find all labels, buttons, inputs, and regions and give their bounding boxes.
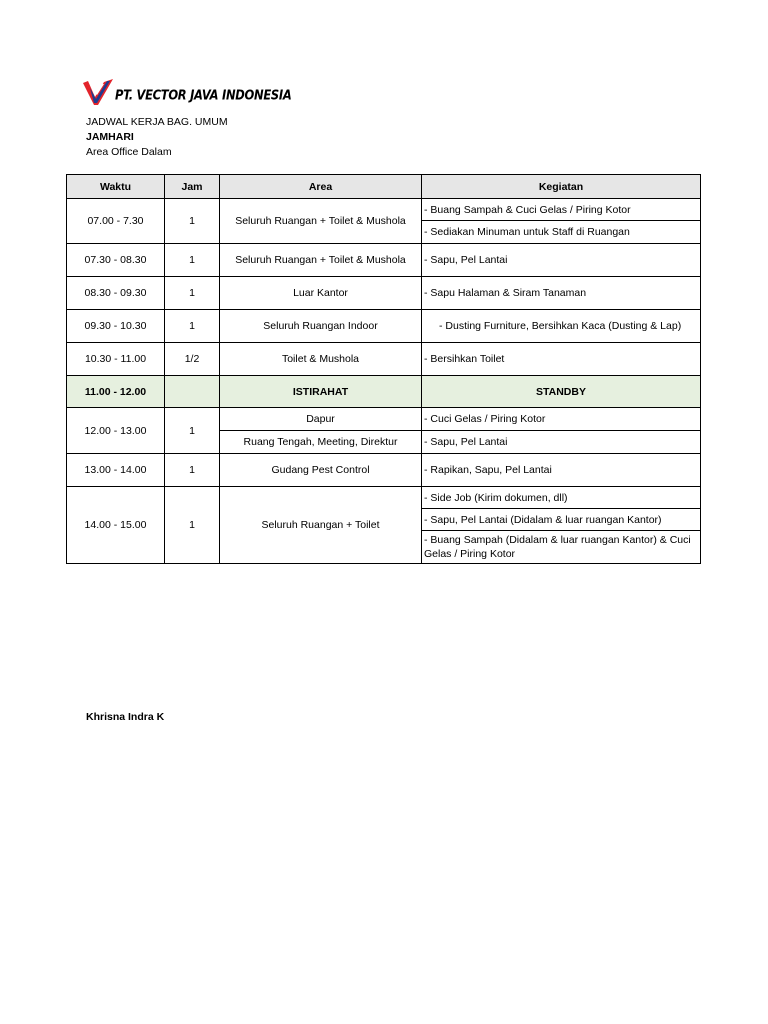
break-row <box>67 376 701 408</box>
waktu-cell: 08.30 - 09.30 <box>67 277 165 310</box>
waktu-cell: 12.00 - 13.00 <box>67 408 165 454</box>
jam-cell: 1 <box>165 244 220 277</box>
signature-name: Khrisna Indra K <box>86 711 165 723</box>
table-row <box>67 199 701 221</box>
table-row <box>67 343 701 376</box>
kegiatan-cell: STANDBY <box>422 376 701 408</box>
kegiatan-cell: - Buang Sampah & Cuci Gelas / Piring Kotor <box>422 199 701 221</box>
col-header-waktu: Waktu <box>67 175 165 199</box>
table-row <box>67 454 701 487</box>
table-row <box>67 408 701 431</box>
table-row <box>67 310 701 343</box>
area-cell: Dapur <box>220 408 422 431</box>
area-cell: Gudang Pest Control <box>220 454 422 487</box>
company-name: PT. VECTOR JAVA INDONESIA <box>115 86 292 104</box>
jam-cell: 1/2 <box>165 343 220 376</box>
kegiatan-cell: - Sapu, Pel Lantai <box>422 431 701 454</box>
table-row <box>67 487 701 509</box>
waktu-cell: 07.00 - 7.30 <box>67 199 165 244</box>
waktu-cell: 07.30 - 08.30 <box>67 244 165 277</box>
area-cell: ISTIRAHAT <box>220 376 422 408</box>
table-row <box>67 244 701 277</box>
employee-name: JAMHARI <box>86 131 134 143</box>
jam-cell <box>165 376 220 408</box>
col-header-kegiatan: Kegiatan <box>422 175 701 199</box>
jam-cell: 1 <box>165 199 220 244</box>
schedule-title: JADWAL KERJA BAG. UMUM <box>86 116 228 128</box>
area-label: Area Office Dalam <box>86 146 172 158</box>
jam-cell: 1 <box>165 454 220 487</box>
area-cell: Seluruh Ruangan + Toilet & Mushola <box>220 244 422 277</box>
waktu-cell: 11.00 - 12.00 <box>67 376 165 408</box>
schedule-table <box>66 174 701 564</box>
waktu-cell: 09.30 - 10.30 <box>67 310 165 343</box>
kegiatan-cell: - Sediakan Minuman untuk Staff di Ruangan <box>422 221 701 244</box>
jam-cell: 1 <box>165 408 220 454</box>
area-cell: Ruang Tengah, Meeting, Direktur <box>220 431 422 454</box>
kegiatan-cell: - Sapu, Pel Lantai <box>422 244 701 277</box>
kegiatan-cell: - Side Job (Kirim dokumen, dll) <box>422 487 701 509</box>
waktu-cell: 13.00 - 14.00 <box>67 454 165 487</box>
waktu-cell: 10.30 - 11.00 <box>67 343 165 376</box>
jam-cell: 1 <box>165 277 220 310</box>
kegiatan-cell: - Buang Sampah (Didalam & luar ruangan Kantor) & Cuci Gelas / Piring Kotor <box>422 531 701 564</box>
kegiatan-cell: - Bersihkan Toilet <box>422 343 701 376</box>
area-cell: Luar Kantor <box>220 277 422 310</box>
kegiatan-cell: - Cuci Gelas / Piring Kotor <box>422 408 701 431</box>
kegiatan-cell: - Dusting Furniture, Bersihkan Kaca (Dusting & Lap) <box>422 310 701 343</box>
jam-cell: 1 <box>165 310 220 343</box>
col-header-area: Area <box>220 175 422 199</box>
waktu-cell: 14.00 - 15.00 <box>67 487 165 564</box>
company-logo <box>82 78 291 108</box>
area-cell: Seluruh Ruangan Indoor <box>220 310 422 343</box>
table-row <box>67 277 701 310</box>
kegiatan-cell: - Rapikan, Sapu, Pel Lantai <box>422 454 701 487</box>
jam-cell: 1 <box>165 487 220 564</box>
area-cell: Toilet & Mushola <box>220 343 422 376</box>
col-header-jam: Jam <box>165 175 220 199</box>
kegiatan-cell: - Sapu Halaman & Siram Tanaman <box>422 277 701 310</box>
area-cell: Seluruh Ruangan + Toilet <box>220 487 422 564</box>
kegiatan-cell: - Sapu, Pel Lantai (Didalam & luar ruangan Kantor) <box>422 509 701 531</box>
area-cell: Seluruh Ruangan + Toilet & Mushola <box>220 199 422 244</box>
vector-logo-icon <box>82 78 114 108</box>
table-header-row <box>67 175 701 199</box>
